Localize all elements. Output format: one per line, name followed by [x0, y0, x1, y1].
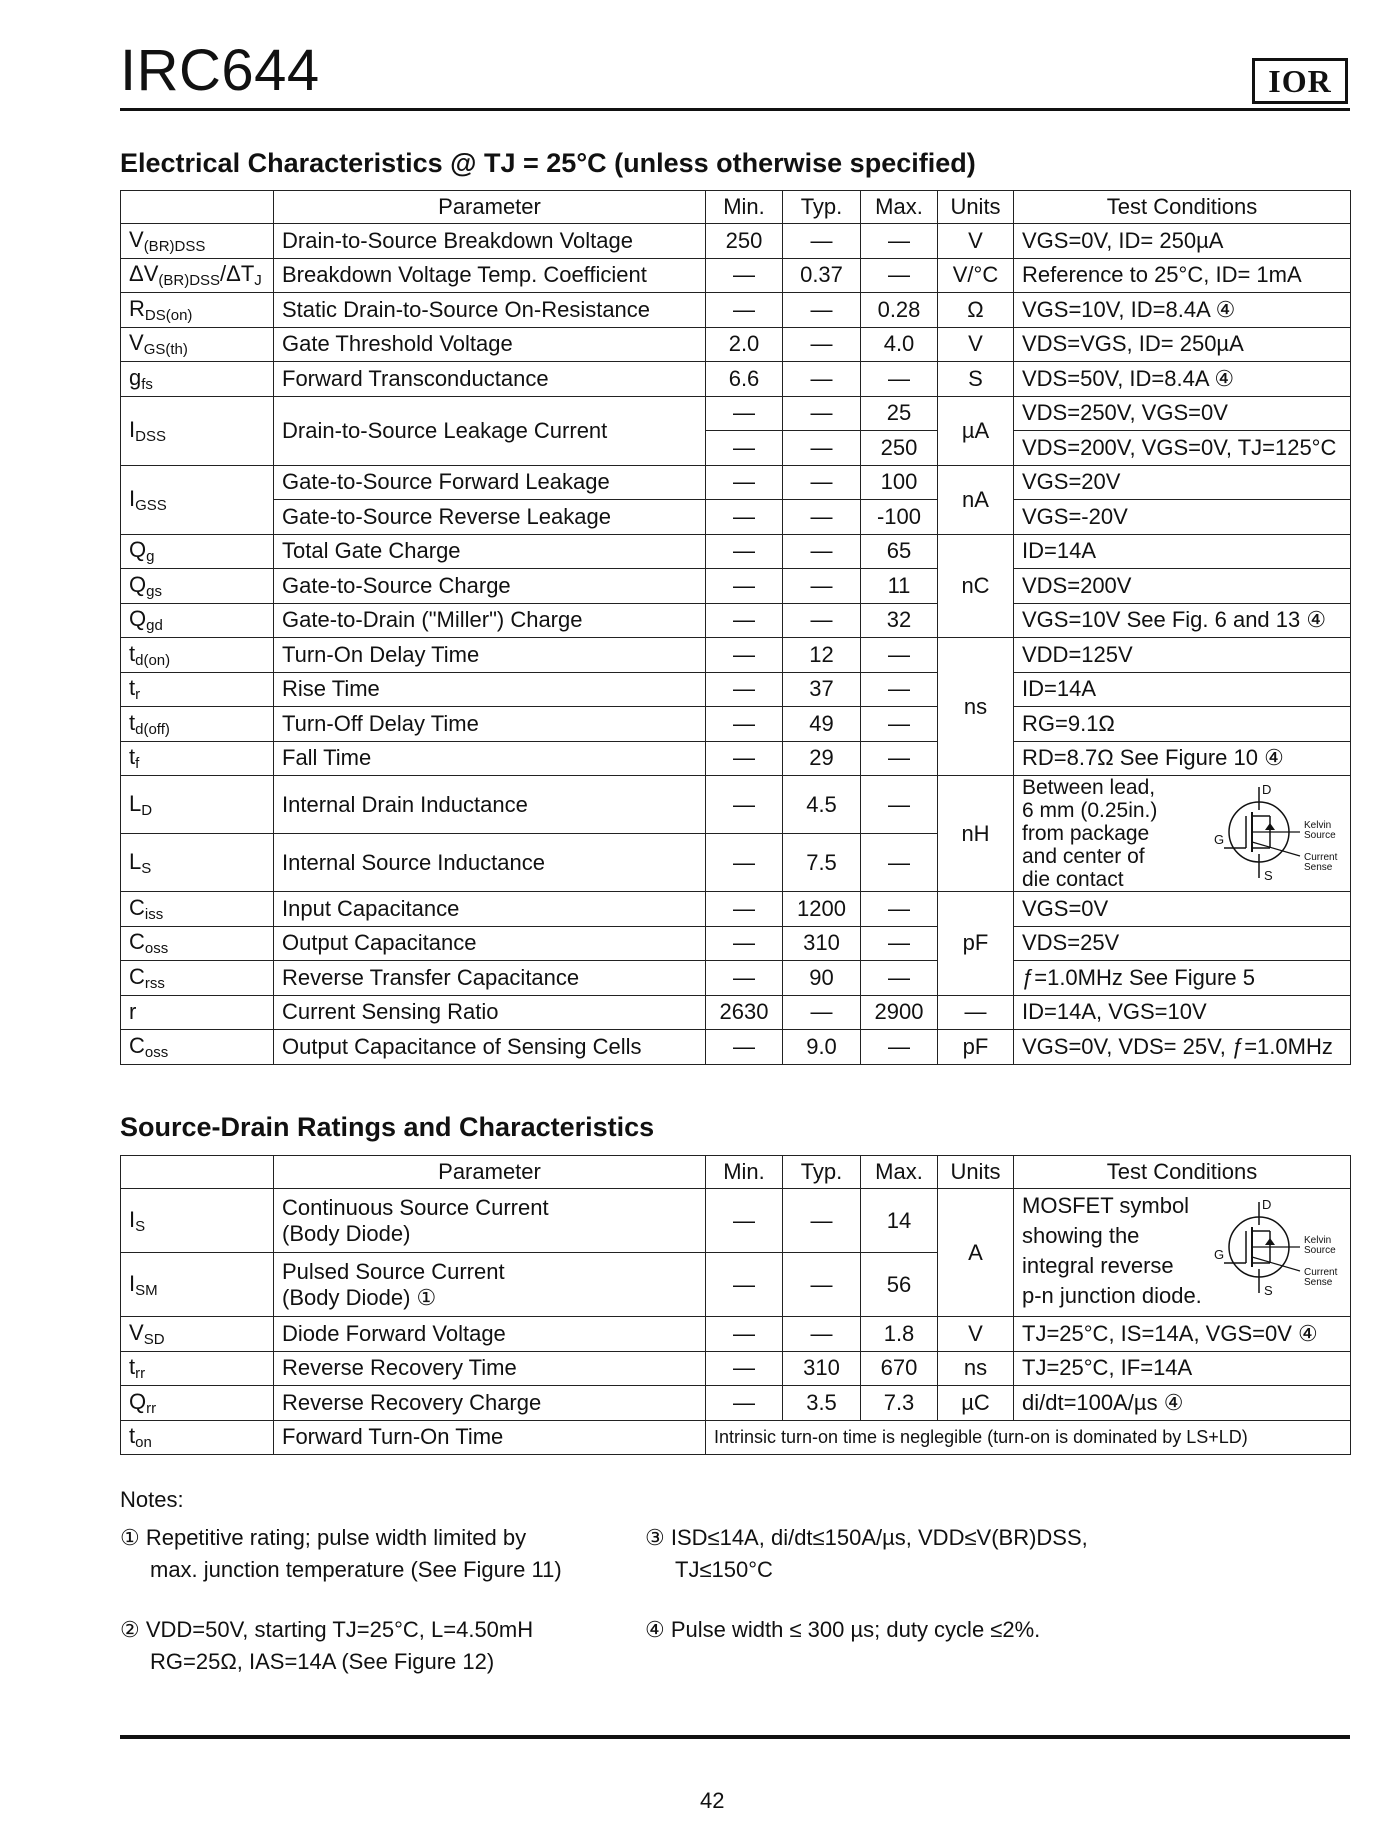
test-condition-cell: VDD=125V: [1014, 638, 1351, 673]
note-1: [120, 1522, 562, 1586]
inductance-note-line: die contact: [1022, 868, 1124, 891]
symbol-cell: $I_{GSS}$: [121, 465, 274, 534]
min-cell: —: [706, 741, 783, 776]
min-cell: —: [706, 1386, 783, 1421]
symbol-cell: $Q_g$: [121, 534, 274, 569]
test-condition-cell: VDS=50V, ID=8.4A ④: [1014, 362, 1351, 397]
test-condition-cell: TJ=25°C, IF=14A: [1014, 1351, 1351, 1386]
units-header: Units: [938, 1156, 1014, 1189]
max-cell: 670: [861, 1351, 938, 1386]
parameter-line: (Body Diode): [282, 1220, 411, 1246]
note-3: [645, 1522, 1088, 1586]
typ-cell: —: [783, 465, 861, 500]
parameter-cell: Gate-to-Source Charge: [274, 569, 706, 604]
typ-cell: —: [783, 396, 861, 431]
test-condition-cell: ƒ=1.0MHz See Figure 5: [1014, 961, 1351, 996]
current-label: Current: [1304, 1267, 1338, 1278]
units-cell: —: [938, 995, 1014, 1030]
test-condition-cell: VGS=10V, ID=8.4A ④: [1014, 293, 1351, 328]
parameter-cell: Current Sensing Ratio: [274, 995, 706, 1030]
parameter-cell: Forward Transconductance: [274, 362, 706, 397]
max-cell: 1.8: [861, 1317, 938, 1352]
test-condition-cell: VDS=200V, VGS=0V, TJ=125°C: [1014, 431, 1351, 466]
typ-cell: 310: [783, 1351, 861, 1386]
max-cell: 65: [861, 534, 938, 569]
typ-cell: —: [783, 327, 861, 362]
min-cell: —: [706, 1317, 783, 1352]
test-condition-cell: VGS=0V, ID= 250µA: [1014, 224, 1351, 259]
parameter-cell: Reverse Recovery Charge: [274, 1386, 706, 1421]
max-cell: 0.28: [861, 293, 938, 328]
units-cell: nC: [938, 534, 1014, 638]
test-condition-cell: ID=14A: [1014, 672, 1351, 707]
typ-cell: 1200: [783, 892, 861, 927]
table-row: [121, 1351, 1351, 1386]
parameter-cell: Gate-to-Source Forward Leakage: [274, 465, 706, 500]
mosfet-note-line: MOSFET symbol: [1022, 1193, 1190, 1218]
min-cell: —: [706, 707, 783, 742]
min-cell: —: [706, 1351, 783, 1386]
parameter-cell: Drain-to-Source Leakage Current: [274, 396, 706, 465]
drain-label: D: [1262, 782, 1272, 797]
min-cell: —: [706, 834, 783, 892]
parameter-header: Parameter: [274, 191, 706, 224]
symbol-cell: $I_{DSS}$: [121, 396, 274, 465]
note-2: [120, 1614, 533, 1678]
units-cell: pF: [938, 1030, 1014, 1065]
parameter-cell: Diode Forward Voltage: [274, 1317, 706, 1352]
table-row: [121, 500, 1351, 535]
table-row: [121, 534, 1351, 569]
min-cell: 250: [706, 224, 783, 259]
max-cell: —: [861, 834, 938, 892]
max-cell: 25: [861, 396, 938, 431]
symbol-cell: $C_{oss}$: [121, 926, 274, 961]
symbol-cell: $t_{on}$: [121, 1420, 274, 1455]
mosfet-symbol-icon: [1204, 1197, 1344, 1297]
units-cell: pF: [938, 892, 1014, 996]
max-cell: 11: [861, 569, 938, 604]
parameter-cell: Reverse Transfer Capacitance: [274, 961, 706, 996]
typ-cell: —: [783, 603, 861, 638]
max-header: Max.: [861, 1156, 938, 1189]
table-row: [121, 258, 1351, 293]
table-row: [121, 1317, 1351, 1352]
max-cell: —: [861, 1030, 938, 1065]
max-header: Max.: [861, 191, 938, 224]
typ-header: Typ.: [783, 191, 861, 224]
typ-cell: —: [783, 500, 861, 535]
table-row: [121, 776, 1351, 834]
typ-cell: 310: [783, 926, 861, 961]
typ-cell: 9.0: [783, 1030, 861, 1065]
min-cell: —: [706, 1030, 783, 1065]
kelvin-label: Kelvin: [1304, 820, 1332, 831]
symbol-cell: $g_{fs}$: [121, 362, 274, 397]
test-condition-cell: VDS=25V: [1014, 926, 1351, 961]
max-cell: —: [861, 258, 938, 293]
max-cell: —: [861, 638, 938, 673]
inductance-note-line: Between lead,: [1022, 776, 1156, 799]
symbol-cell: $V_{SD}$: [121, 1317, 274, 1352]
min-cell: —: [706, 638, 783, 673]
test-conditions-header: Test Conditions: [1014, 1156, 1351, 1189]
table-row: [121, 224, 1351, 259]
mosfet-note-cell: [1014, 1189, 1351, 1317]
note-3-line-1: ③ ISD≤14A, di/dt≤150A/µs, VDD≤V(BR)DSS,: [645, 1525, 1088, 1550]
typ-cell: 7.5: [783, 834, 861, 892]
parameter-cell: Turn-On Delay Time: [274, 638, 706, 673]
typ-cell: —: [783, 534, 861, 569]
table-row: [121, 603, 1351, 638]
test-condition-cell: VDS=VGS, ID= 250µA: [1014, 327, 1351, 362]
symbol-cell: $Q_{gs}$: [121, 569, 274, 604]
table-row: [121, 638, 1351, 673]
symbol-cell: $C_{iss}$: [121, 892, 274, 927]
typ-cell: —: [783, 569, 861, 604]
drain-label: D: [1262, 1197, 1272, 1212]
max-cell: 32: [861, 603, 938, 638]
min-cell: 2.0: [706, 327, 783, 362]
min-cell: —: [706, 396, 783, 431]
typ-cell: 0.37: [783, 258, 861, 293]
mosfet-note-line: integral reverse: [1022, 1253, 1174, 1278]
table-row: [121, 293, 1351, 328]
units-cell: nA: [938, 465, 1014, 534]
table-header-row: [121, 1156, 1351, 1189]
table-row: [121, 1420, 1351, 1455]
test-condition-cell: ID=14A, VGS=10V: [1014, 995, 1351, 1030]
typ-cell: —: [783, 224, 861, 259]
table-row: [121, 1189, 1351, 1253]
typ-cell: —: [783, 1317, 861, 1352]
test-condition-cell: VGS=-20V: [1014, 500, 1351, 535]
parameter-cell: Internal Drain Inductance: [274, 776, 706, 834]
max-cell: 250: [861, 431, 938, 466]
units-cell: µC: [938, 1386, 1014, 1421]
max-cell: —: [861, 926, 938, 961]
min-cell: —: [706, 293, 783, 328]
inductance-test-cell: [1014, 776, 1351, 892]
ior-logo: IOR: [1252, 58, 1348, 104]
units-cell: S: [938, 362, 1014, 397]
symbol-cell: r: [121, 995, 274, 1030]
mosfet-note-line: showing the: [1022, 1223, 1140, 1248]
parameter-cell: Gate-to-Drain ("Miller") Charge: [274, 603, 706, 638]
min-cell: —: [706, 431, 783, 466]
parameter-line: Pulsed Source Current: [282, 1258, 505, 1284]
max-cell: —: [861, 224, 938, 259]
note-1-line-2: max. junction temperature (See Figure 11): [150, 1557, 562, 1582]
min-cell: —: [706, 534, 783, 569]
max-cell: —: [861, 776, 938, 834]
min-header: Min.: [706, 191, 783, 224]
kelvin-source-label: Source: [1304, 830, 1336, 841]
parameter-cell: [274, 1253, 706, 1317]
units-cell: ns: [938, 1351, 1014, 1386]
typ-cell: —: [783, 995, 861, 1030]
units-cell: V/°C: [938, 258, 1014, 293]
parameter-cell: Breakdown Voltage Temp. Coefficient: [274, 258, 706, 293]
symbol-cell: $L_S$: [121, 834, 274, 892]
symbol-cell: $t_f$: [121, 741, 274, 776]
max-cell: —: [861, 892, 938, 927]
min-cell: —: [706, 603, 783, 638]
mosfet-symbol-icon: [1204, 782, 1344, 882]
min-cell: —: [706, 569, 783, 604]
note-3-line-2: TJ≤150°C: [675, 1557, 773, 1582]
max-cell: 100: [861, 465, 938, 500]
units-cell: nH: [938, 776, 1014, 892]
parameter-cell: Reverse Recovery Time: [274, 1351, 706, 1386]
source-drain-section-title: Source-Drain Ratings and Characteristics: [120, 1112, 655, 1142]
min-header: Min.: [706, 1156, 783, 1189]
symbol-cell: $R_{DS(on)}$: [121, 293, 274, 328]
parameter-cell: Gate-to-Source Reverse Leakage: [274, 500, 706, 535]
typ-cell: —: [783, 1189, 861, 1253]
parameter-cell: [274, 1189, 706, 1253]
units-header: Units: [938, 191, 1014, 224]
typ-cell: 90: [783, 961, 861, 996]
symbol-cell: $C_{oss}$: [121, 1030, 274, 1065]
min-cell: —: [706, 672, 783, 707]
typ-cell: 3.5: [783, 1386, 861, 1421]
note-2-line-2: RG=25Ω, IAS=14A (See Figure 12): [150, 1649, 495, 1674]
min-cell: —: [706, 892, 783, 927]
table-row: [121, 892, 1351, 927]
parameter-cell: Output Capacitance: [274, 926, 706, 961]
test-condition-cell: VGS=0V: [1014, 892, 1351, 927]
sense-label: Sense: [1304, 862, 1333, 873]
test-condition-cell: RG=9.1Ω: [1014, 707, 1351, 742]
bottom-rule: [120, 1735, 1350, 1739]
current-label: Current: [1304, 852, 1338, 863]
test-condition-cell: VGS=20V: [1014, 465, 1351, 500]
min-cell: —: [706, 776, 783, 834]
test-conditions-header: Test Conditions: [1014, 191, 1351, 224]
diode-arrow: [1265, 1238, 1275, 1245]
max-cell: 14: [861, 1189, 938, 1253]
symbol-cell: $V_{GS(th)}$: [121, 327, 274, 362]
symbol-cell: $I_{SM}$: [121, 1253, 274, 1317]
min-cell: —: [706, 1253, 783, 1317]
test-condition-cell: VGS=10V See Fig. 6 and 13 ④: [1014, 603, 1351, 638]
kelvin-source-label: Source: [1304, 1245, 1336, 1256]
symbol-header: [121, 191, 274, 224]
units-cell: ns: [938, 638, 1014, 776]
parameter-cell: Static Drain-to-Source On-Resistance: [274, 293, 706, 328]
note-4-line-1: ④ Pulse width ≤ 300 µs; duty cycle ≤2%.: [645, 1617, 1041, 1642]
typ-cell: —: [783, 362, 861, 397]
parameter-cell: Forward Turn-On Time: [274, 1420, 706, 1455]
max-cell: 4.0: [861, 327, 938, 362]
table-row: [121, 569, 1351, 604]
parameter-header: Parameter: [274, 1156, 706, 1189]
symbol-cell: $t_{rr}$: [121, 1351, 274, 1386]
table-row: [121, 1386, 1351, 1421]
source-label: S: [1264, 1283, 1273, 1297]
max-cell: -100: [861, 500, 938, 535]
min-cell: —: [706, 1189, 783, 1253]
table-row: [121, 327, 1351, 362]
parameter-cell: Total Gate Charge: [274, 534, 706, 569]
typ-cell: 37: [783, 672, 861, 707]
table-row: [121, 672, 1351, 707]
typ-cell: 12: [783, 638, 861, 673]
page-number: 42: [700, 1788, 725, 1813]
typ-cell: 4.5: [783, 776, 861, 834]
sense-lead: [1252, 1257, 1300, 1271]
test-condition-cell: VGS=0V, VDS= 25V, ƒ=1.0MHz: [1014, 1030, 1351, 1065]
electrical-section-title: Electrical Characteristics @ TJ = 25°C (unless otherwise specified): [120, 148, 976, 178]
parameter-cell: Input Capacitance: [274, 892, 706, 927]
typ-cell: 49: [783, 707, 861, 742]
test-condition-cell: VDS=200V: [1014, 569, 1351, 604]
max-cell: —: [861, 961, 938, 996]
min-cell: 6.6: [706, 362, 783, 397]
symbol-cell: $t_{d(on)}$: [121, 638, 274, 673]
gate-label: G: [1214, 1247, 1225, 1262]
note-4: [645, 1614, 1040, 1646]
mosfet-note-line: p-n junction diode.: [1022, 1283, 1202, 1308]
inductance-note-line: and center of: [1022, 845, 1145, 868]
parameter-cell: Drain-to-Source Breakdown Voltage: [274, 224, 706, 259]
source-label: S: [1264, 868, 1273, 882]
table-row: [121, 1030, 1351, 1065]
parameter-cell: Fall Time: [274, 741, 706, 776]
units-cell: V: [938, 1317, 1014, 1352]
symbol-cell: $Q_{gd}$: [121, 603, 274, 638]
test-condition-cell: Reference to 25°C, ID= 1mA: [1014, 258, 1351, 293]
sense-label: Sense: [1304, 1277, 1333, 1288]
source-drain-table: [120, 1155, 1351, 1455]
table-row: [121, 995, 1351, 1030]
diode-arrow: [1265, 823, 1275, 830]
test-condition-cell: ID=14A: [1014, 534, 1351, 569]
parameter-cell: Output Capacitance of Sensing Cells: [274, 1030, 706, 1065]
symbol-cell: $\Delta V_{(BR)DSS}/\Delta T_J$: [121, 258, 274, 293]
parameter-line: (Body Diode) ①: [282, 1284, 437, 1310]
units-cell: V: [938, 224, 1014, 259]
symbol-cell: $V_{(BR)DSS}$: [121, 224, 274, 259]
parameter-cell: Internal Source Inductance: [274, 834, 706, 892]
units-cell: µA: [938, 396, 1014, 465]
inductance-note-line: 6 mm (0.25in.): [1022, 799, 1158, 822]
table-row: [121, 741, 1351, 776]
turn-on-note-cell: Intrinsic turn-on time is neglegible (turn-on is dominated by LS+LD): [706, 1420, 1351, 1455]
max-cell: 7.3: [861, 1386, 938, 1421]
note-1-line-1: ① Repetitive rating; pulse width limited by: [120, 1525, 527, 1550]
symbol-cell: $C_{rss}$: [121, 961, 274, 996]
test-condition-cell: VDS=250V, VGS=0V: [1014, 396, 1351, 431]
min-cell: 2630: [706, 995, 783, 1030]
electrical-characteristics-table: [120, 190, 1351, 1065]
max-cell: —: [861, 707, 938, 742]
typ-cell: 29: [783, 741, 861, 776]
typ-cell: —: [783, 1253, 861, 1317]
notes-title: Notes:: [120, 1487, 184, 1512]
max-cell: —: [861, 362, 938, 397]
min-cell: —: [706, 465, 783, 500]
min-cell: —: [706, 926, 783, 961]
max-cell: 2900: [861, 995, 938, 1030]
min-cell: —: [706, 258, 783, 293]
symbol-cell: $t_{d(off)}$: [121, 707, 274, 742]
table-row: [121, 396, 1351, 431]
parameter-line: Continuous Source Current: [282, 1194, 549, 1220]
inductance-note-line: from package: [1022, 822, 1150, 845]
top-rule: [120, 108, 1350, 111]
units-cell: Ω: [938, 293, 1014, 328]
parameter-cell: Turn-Off Delay Time: [274, 707, 706, 742]
max-cell: —: [861, 672, 938, 707]
symbol-cell: $Q_{rr}$: [121, 1386, 274, 1421]
test-condition-cell: TJ=25°C, IS=14A, VGS=0V ④: [1014, 1317, 1351, 1352]
table-row: [121, 362, 1351, 397]
table-header-row: [121, 191, 1351, 224]
kelvin-label: Kelvin: [1304, 1235, 1332, 1246]
page-title: IRC644: [120, 38, 320, 103]
units-cell: A: [938, 1189, 1014, 1317]
symbol-cell: $I_S$: [121, 1189, 274, 1253]
table-row: [121, 465, 1351, 500]
min-cell: —: [706, 500, 783, 535]
typ-cell: —: [783, 293, 861, 328]
units-cell: V: [938, 327, 1014, 362]
min-cell: —: [706, 961, 783, 996]
typ-header: Typ.: [783, 1156, 861, 1189]
parameter-cell: Rise Time: [274, 672, 706, 707]
symbol-header: [121, 1156, 274, 1189]
max-cell: 56: [861, 1253, 938, 1317]
max-cell: —: [861, 741, 938, 776]
test-condition-cell: di/dt=100A/µs ④: [1014, 1386, 1351, 1421]
table-row: [121, 926, 1351, 961]
parameter-cell: Gate Threshold Voltage: [274, 327, 706, 362]
typ-cell: —: [783, 431, 861, 466]
symbol-cell: $L_D$: [121, 776, 274, 834]
test-condition-cell: RD=8.7Ω See Figure 10 ④: [1014, 741, 1351, 776]
note-2-line-1: ② VDD=50V, starting TJ=25°C, L=4.50mH: [120, 1617, 534, 1642]
table-row: [121, 961, 1351, 996]
symbol-cell: $t_r$: [121, 672, 274, 707]
sense-lead: [1252, 842, 1300, 856]
gate-label: G: [1214, 832, 1225, 847]
table-row: [121, 707, 1351, 742]
